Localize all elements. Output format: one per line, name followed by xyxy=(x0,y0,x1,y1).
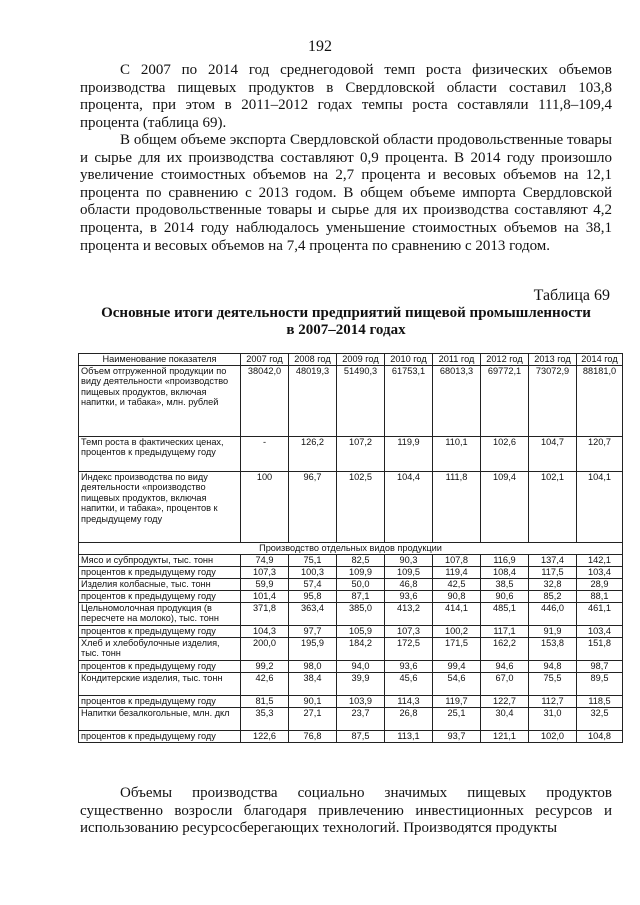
paragraph-production: Объемы производства социально значимых пищевых продуктов существенно возросли благодаря привлечению инвестиционных ресурсов и использованию ресурсосберегающих технологий. Производятся продукты xyxy=(80,785,612,837)
row-value-cell: 48019,3 xyxy=(289,366,337,437)
row-value-cell: 50,0 xyxy=(337,579,385,591)
row-value-cell: 363,4 xyxy=(289,603,337,626)
row-value-cell: 98,7 xyxy=(577,661,623,673)
food-industry-table xyxy=(78,353,623,743)
row-value-cell: 116,9 xyxy=(481,555,529,567)
row-value-cell: 99,4 xyxy=(433,661,481,673)
row-value-cell: 32,8 xyxy=(529,579,577,591)
header-year: 2007 год xyxy=(241,354,289,366)
table-title-line-1: Основные итоги деятельности предприятий пищевой промышленности xyxy=(101,305,591,321)
row-value-cell: 110,1 xyxy=(433,437,481,472)
row-indicator-cell: процентов к предыдущему году xyxy=(79,626,241,638)
row-value-cell: 38,4 xyxy=(289,673,337,696)
row-value-cell: 74,9 xyxy=(241,555,289,567)
table-row xyxy=(79,731,623,743)
row-value-cell: 96,7 xyxy=(289,472,337,543)
page-number: 192 xyxy=(308,38,332,55)
row-value-cell: 112,7 xyxy=(529,696,577,708)
row-indicator-cell: Хлеб и хлебобулочные изделия, тыс. тонн xyxy=(79,638,241,661)
row-value-cell: 38,5 xyxy=(481,579,529,591)
row-value-cell: 107,8 xyxy=(433,555,481,567)
table-section-row xyxy=(79,543,623,555)
row-value-cell: 94,8 xyxy=(529,661,577,673)
row-indicator-cell: Темп роста в фактических ценах, процентов к предыдущему году xyxy=(79,437,241,472)
row-value-cell: 104,4 xyxy=(385,472,433,543)
row-indicator-cell: Индекс производства по виду деятельности «производство пищевых продуктов, включая напитки, и табака», процентов к предыдущему году xyxy=(79,472,241,543)
row-value-cell: 26,8 xyxy=(385,708,433,731)
row-value-cell: 103,4 xyxy=(577,567,623,579)
row-value-cell: 109,9 xyxy=(337,567,385,579)
row-indicator-cell: Изделия колбасные, тыс. тонн xyxy=(79,579,241,591)
table-row xyxy=(79,579,623,591)
row-value-cell: 27,1 xyxy=(289,708,337,731)
row-value-cell: 104,7 xyxy=(529,437,577,472)
row-value-cell: 122,7 xyxy=(481,696,529,708)
paragraph-growth-rate: С 2007 по 2014 год среднегодовой темп роста физических объемов производства пищевых продуктов в Свердловской области составил 103,8 процента, при этом в 2011–2012 годах темпы роста составляли 111,8–109,4 процента (таблица 69). xyxy=(80,62,612,131)
row-indicator-cell: Кондитерские изделия, тыс. тонн xyxy=(79,673,241,696)
row-value-cell: 105,9 xyxy=(337,626,385,638)
row-indicator-cell: Мясо и субпродукты, тыс. тонн xyxy=(79,555,241,567)
row-value-cell: 91,9 xyxy=(529,626,577,638)
table-row xyxy=(79,472,623,543)
header-indicator: Наименование показателя xyxy=(79,354,241,366)
row-value-cell: 100,2 xyxy=(433,626,481,638)
row-value-cell: 102,0 xyxy=(529,731,577,743)
row-indicator-cell: процентов к предыдущему году xyxy=(79,567,241,579)
row-value-cell: 90,3 xyxy=(385,555,433,567)
row-value-cell: 93,6 xyxy=(385,591,433,603)
row-value-cell: 142,1 xyxy=(577,555,623,567)
row-value-cell: 82,5 xyxy=(337,555,385,567)
row-value-cell: 75,5 xyxy=(529,673,577,696)
table-row xyxy=(79,603,623,626)
row-value-cell: 75,1 xyxy=(289,555,337,567)
row-value-cell: 57,4 xyxy=(289,579,337,591)
row-value-cell: 104,8 xyxy=(577,731,623,743)
row-value-cell: 46,8 xyxy=(385,579,433,591)
row-value-cell: 90,1 xyxy=(289,696,337,708)
row-value-cell: 35,3 xyxy=(241,708,289,731)
row-value-cell: 102,6 xyxy=(481,437,529,472)
row-value-cell: 95,8 xyxy=(289,591,337,603)
header-year: 2012 год xyxy=(481,354,529,366)
row-value-cell: 137,4 xyxy=(529,555,577,567)
row-value-cell: 102,5 xyxy=(337,472,385,543)
row-value-cell: 89,5 xyxy=(577,673,623,696)
table-row xyxy=(79,366,623,437)
paragraph-export-import: В общем объеме экспорта Свердловской области продовольственные товары и сырье для их производства составляют 0,9 процента. В 2014 году произошло увеличение стоимостных объемов на 2,7 процента и весовых объемов на 12,1 процента по сравнению с 2013 годом. В общем объеме импорта Свердловской области продовольственные товары и сырье для их производства составляют 4,2 процента, в 2014 году наблюдалось уменьшение стоимостных объемов на 38,1 процента и весовых объемов на 7,4 процента по сравнению с 2013 годом. xyxy=(80,132,612,254)
header-year: 2008 год xyxy=(289,354,337,366)
table-row xyxy=(79,555,623,567)
section-label: Производство отдельных видов продукции xyxy=(79,543,623,555)
row-value-cell: 104,1 xyxy=(577,472,623,543)
row-value-cell: - xyxy=(241,437,289,472)
table-row xyxy=(79,661,623,673)
table-row xyxy=(79,638,623,661)
row-value-cell: 119,7 xyxy=(433,696,481,708)
row-value-cell: 98,0 xyxy=(289,661,337,673)
row-value-cell: 385,0 xyxy=(337,603,385,626)
header-year: 2011 год xyxy=(433,354,481,366)
row-indicator-cell: Объем отгруженной продукции по виду деятельности «производство пищевых продуктов, включая напитки, и табака», млн. рублей xyxy=(79,366,241,437)
row-value-cell: 88,1 xyxy=(577,591,623,603)
row-value-cell: 172,5 xyxy=(385,638,433,661)
row-value-cell: 81,5 xyxy=(241,696,289,708)
row-value-cell: 108,4 xyxy=(481,567,529,579)
row-value-cell: 100,3 xyxy=(289,567,337,579)
row-value-cell: 102,1 xyxy=(529,472,577,543)
header-year: 2009 год xyxy=(337,354,385,366)
table-body xyxy=(79,366,623,743)
row-value-cell: 107,3 xyxy=(241,567,289,579)
row-value-cell: 94,6 xyxy=(481,661,529,673)
row-value-cell: 119,4 xyxy=(433,567,481,579)
row-indicator-cell: процентов к предыдущему году xyxy=(79,731,241,743)
row-indicator-cell: процентов к предыдущему году xyxy=(79,661,241,673)
row-value-cell: 413,2 xyxy=(385,603,433,626)
table-row xyxy=(79,696,623,708)
header-year: 2014 год xyxy=(577,354,623,366)
table-row xyxy=(79,626,623,638)
row-value-cell: 97,7 xyxy=(289,626,337,638)
header-year: 2013 год xyxy=(529,354,577,366)
row-value-cell: 51490,3 xyxy=(337,366,385,437)
row-value-cell: 38042,0 xyxy=(241,366,289,437)
row-value-cell: 162,2 xyxy=(481,638,529,661)
row-value-cell: 90,8 xyxy=(433,591,481,603)
row-indicator-cell: Цельномолочная продукция (в пересчете на молоко), тыс. тонн xyxy=(79,603,241,626)
row-value-cell: 30,4 xyxy=(481,708,529,731)
row-value-cell: 485,1 xyxy=(481,603,529,626)
row-value-cell: 119,9 xyxy=(385,437,433,472)
row-value-cell: 117,5 xyxy=(529,567,577,579)
row-value-cell: 87,5 xyxy=(337,731,385,743)
row-value-cell: 31,0 xyxy=(529,708,577,731)
table-row xyxy=(79,567,623,579)
row-value-cell: 109,4 xyxy=(481,472,529,543)
row-value-cell: 461,1 xyxy=(577,603,623,626)
row-value-cell: 54,6 xyxy=(433,673,481,696)
table-label: Таблица 69 xyxy=(533,287,610,304)
row-value-cell: 153,8 xyxy=(529,638,577,661)
row-value-cell: 23,7 xyxy=(337,708,385,731)
row-value-cell: 94,0 xyxy=(337,661,385,673)
row-value-cell: 107,2 xyxy=(337,437,385,472)
row-value-cell: 25,1 xyxy=(433,708,481,731)
row-value-cell: 67,0 xyxy=(481,673,529,696)
row-value-cell: 171,5 xyxy=(433,638,481,661)
row-value-cell: 32,5 xyxy=(577,708,623,731)
row-value-cell: 42,5 xyxy=(433,579,481,591)
header-year: 2010 год xyxy=(385,354,433,366)
row-indicator-cell: процентов к предыдущему году xyxy=(79,591,241,603)
row-value-cell: 90,6 xyxy=(481,591,529,603)
row-value-cell: 118,5 xyxy=(577,696,623,708)
row-value-cell: 88181,0 xyxy=(577,366,623,437)
row-value-cell: 39,9 xyxy=(337,673,385,696)
row-value-cell: 93,7 xyxy=(433,731,481,743)
table-row xyxy=(79,673,623,696)
row-value-cell: 73072,9 xyxy=(529,366,577,437)
table-title xyxy=(80,305,612,339)
row-value-cell: 107,3 xyxy=(385,626,433,638)
row-value-cell: 69772,1 xyxy=(481,366,529,437)
table-header-row xyxy=(79,354,623,366)
row-indicator-cell: Напитки безалкогольные, млн. дкл xyxy=(79,708,241,731)
row-value-cell: 99,2 xyxy=(241,661,289,673)
row-value-cell: 151,8 xyxy=(577,638,623,661)
row-value-cell: 111,8 xyxy=(433,472,481,543)
row-value-cell: 113,1 xyxy=(385,731,433,743)
row-value-cell: 103,4 xyxy=(577,626,623,638)
row-value-cell: 414,1 xyxy=(433,603,481,626)
table-row xyxy=(79,708,623,731)
row-value-cell: 104,3 xyxy=(241,626,289,638)
table-row xyxy=(79,591,623,603)
row-value-cell: 45,6 xyxy=(385,673,433,696)
row-value-cell: 114,3 xyxy=(385,696,433,708)
row-value-cell: 93,6 xyxy=(385,661,433,673)
row-value-cell: 101,4 xyxy=(241,591,289,603)
row-value-cell: 87,1 xyxy=(337,591,385,603)
row-value-cell: 446,0 xyxy=(529,603,577,626)
row-value-cell: 28,9 xyxy=(577,579,623,591)
row-value-cell: 109,5 xyxy=(385,567,433,579)
row-value-cell: 100 xyxy=(241,472,289,543)
row-value-cell: 120,7 xyxy=(577,437,623,472)
row-value-cell: 76,8 xyxy=(289,731,337,743)
row-value-cell: 103,9 xyxy=(337,696,385,708)
row-value-cell: 117,1 xyxy=(481,626,529,638)
row-indicator-cell: процентов к предыдущему году xyxy=(79,696,241,708)
row-value-cell: 85,2 xyxy=(529,591,577,603)
row-value-cell: 126,2 xyxy=(289,437,337,472)
table-row xyxy=(79,437,623,472)
table-title-line-2: в 2007–2014 годах xyxy=(286,322,406,338)
row-value-cell: 121,1 xyxy=(481,731,529,743)
row-value-cell: 184,2 xyxy=(337,638,385,661)
row-value-cell: 59,9 xyxy=(241,579,289,591)
row-value-cell: 61753,1 xyxy=(385,366,433,437)
row-value-cell: 42,6 xyxy=(241,673,289,696)
row-value-cell: 195,9 xyxy=(289,638,337,661)
row-value-cell: 200,0 xyxy=(241,638,289,661)
row-value-cell: 371,8 xyxy=(241,603,289,626)
row-value-cell: 122,6 xyxy=(241,731,289,743)
row-value-cell: 68013,3 xyxy=(433,366,481,437)
